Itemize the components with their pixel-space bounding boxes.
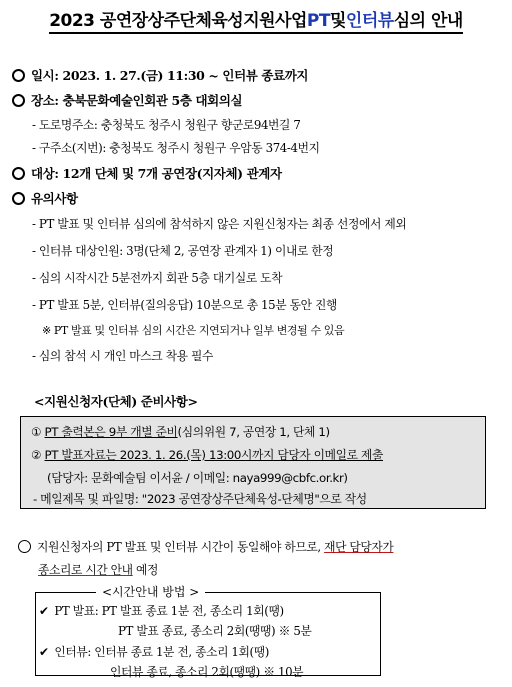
target-row [12,164,282,182]
place-row [12,91,242,109]
pt-line-2: PT 발표 종료, 종소리 2회(땡땡) ※ 5분 [118,624,312,638]
date-text: 일시: 2023. 1. 27.(금) 11:30 ~ 인터뷰 종료까지 [31,68,309,83]
item-number: ② [31,448,42,462]
notice-note: ※ PT 발표 및 인터뷰 심의 시간은 지연되거나 일부 변경될 수 있음 [42,324,345,337]
title-highlight-pt: PT [307,10,330,34]
circle-bullet-icon [18,540,31,553]
pt-line-1 [39,602,284,619]
place-text: 장소: 충북문화예술인회관 5층 대회의실 [31,93,243,108]
interview-line-1 [39,643,269,660]
notice-item: - 인터뷰 대상인원: 3명(단체 2, 공연장 관계자 1) 이내로 한정 [32,244,334,258]
item2-underlined: PT 발표자료는 2023. 1. 26.(목) 13:00시까지 담당자 이메일로 제출 [44,448,383,462]
title-prefix: 2023 공연장상주단체육성지원사업 [49,10,307,34]
notice-item: - 심의 참석 시 개인 마스크 착용 필수 [32,349,213,363]
prep-item-2 [31,446,383,463]
page-title [0,10,512,34]
closing-underlined: 종소리로 시간 안내 [38,563,133,577]
old-address: - 구주소(지번): 충청북도 청주시 청원구 우암동 374-4번지 [32,141,320,155]
target-text: 대상: 12개 단체 및 7개 공연장(지자체) 관계자 [31,166,282,181]
closing-line-1 [18,538,393,555]
circle-bullet-icon [12,69,25,82]
title-suffix: 심의 안내 [394,10,463,34]
checkmark-icon: ✔ [39,604,49,618]
closing-underlined: 재단 담당자가 [324,540,394,554]
circle-bullet-icon [12,192,25,205]
closing-line-2 [38,561,158,578]
pt-text: PT 발표: PT 발표 종료 1분 전, 종소리 1회(땡) [54,604,284,618]
prep-box [20,416,486,509]
notice-item: - 심의 시작시간 5분전까지 회관 5층 대기실로 도착 [32,271,283,285]
notice-heading: 유의사항 [31,191,78,206]
notice-item: - PT 발표 및 인터뷰 심의에 참석하지 않은 지원신청자는 최종 선정에서 제외 [32,217,407,231]
title-mid: 및 [330,10,346,34]
prep-item-3: - 메일제목 및 파일명: "2023 공연장상주단체육성-단체명"으로 작성 [33,492,367,506]
prep-heading: <지원신청자(단체) 준비사항> [34,394,198,409]
interview-line-2: 인터뷰 종료, 종소리 2회(땡땡) ※ 10분 [110,665,304,679]
road-address: - 도로명주소: 충청북도 청주시 청원구 향군로94번길 7 [32,118,301,132]
prep-item-1 [31,423,330,440]
prep-contact: (담당자: 문화예술팀 이서윤 / 이메일: naya999@cbfc.or.kr) [47,471,348,485]
item1-underlined: PT 출력본은 9부 개별 준비 [44,425,178,439]
date-row [12,66,308,84]
title-highlight-interview: 인터뷰 [346,10,394,34]
item-number: ① [31,425,42,439]
item1-rest: (심의위원 7, 공연장 1, 단체 1) [177,425,330,439]
notice-item: - PT 발표 5분, 인터뷰(질의응답) 10분으로 총 15분 동안 진행 [32,298,337,312]
closing-text: 지원신청자의 PT 발표 및 인터뷰 시간이 동일해야 하므로, [37,540,325,554]
notice-heading-row [12,189,78,207]
time-guide-title: <시간안내 방법 > [96,583,205,600]
circle-bullet-icon [12,167,25,180]
interview-text: 인터뷰: 인터뷰 종료 1분 전, 종소리 1회(땡) [54,645,269,659]
closing-text: 예정 [132,563,159,577]
circle-bullet-icon [12,94,25,107]
checkmark-icon: ✔ [39,645,49,659]
